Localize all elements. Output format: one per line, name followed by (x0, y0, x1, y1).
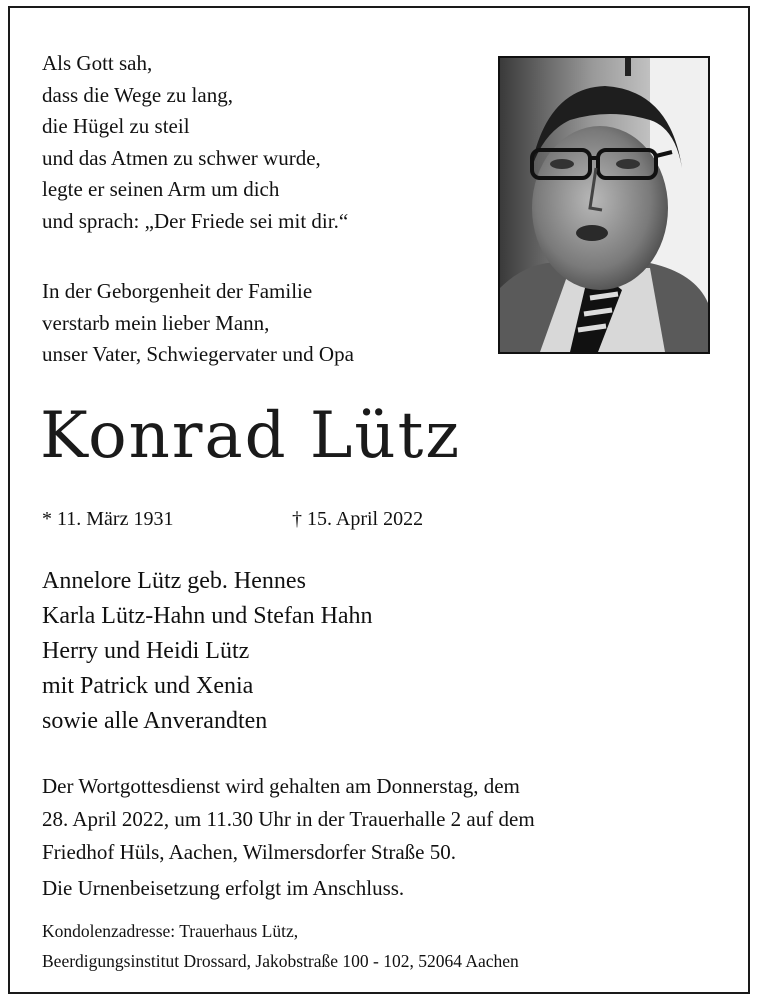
service-line: Der Wortgottesdienst wird gehalten am Donnerstag, dem (42, 774, 520, 798)
family-member: mit Patrick und Xenia (42, 673, 254, 699)
birth-date: * 11. März 1931 (42, 508, 174, 530)
condolence-line: Beerdigungsinstitut Drossard, Jakobstraße 100 - 102, 52064 Aachen (42, 951, 519, 971)
intro-line: unser Vater, Schwiegervater und Opa (42, 342, 354, 366)
service-info (42, 770, 722, 869)
death-date: † 15. April 2022 (292, 508, 424, 530)
family-member: sowie alle Anverandten (42, 708, 268, 734)
condolence-line: Kondolenzadresse: Trauerhaus Lütz, (42, 921, 299, 941)
family-member: Annelore Lütz geb. Hennes (42, 568, 306, 594)
portrait-image (500, 58, 708, 352)
poem-line: die Hügel zu steil (42, 114, 190, 138)
portrait-photo (498, 56, 710, 354)
intro-text (42, 276, 482, 371)
family-list (42, 564, 373, 739)
urn-burial-note: Die Urnenbeisetzung erfolgt im Anschluss. (42, 876, 405, 900)
service-line: 28. April 2022, um 11.30 Uhr in der Trauerhalle 2 auf dem (42, 807, 535, 831)
service-line: Friedhof Hüls, Aachen, Wilmersdorfer Straße 50. (42, 840, 457, 864)
deceased-name: Konrad Lütz (40, 399, 462, 473)
intro-line: verstarb mein lieber Mann, (42, 310, 270, 335)
family-member: Herry und Heidi Lütz (42, 638, 250, 664)
family-member: Karla Lütz-Hahn und Stefan Hahn (42, 603, 373, 629)
poem-line: dass die Wege zu lang, (42, 82, 233, 107)
intro-line: In der Geborgenheit der Familie (42, 279, 313, 303)
condolence-address (42, 916, 519, 976)
poem-line: und sprach: „Der Friede sei mit dir.“ (42, 208, 349, 233)
poem-line: Als Gott sah, (42, 51, 153, 75)
poem-line: legte er seinen Arm um dich (42, 177, 280, 201)
poem-line: und das Atmen zu schwer wurde, (42, 145, 321, 170)
poem (42, 48, 482, 237)
